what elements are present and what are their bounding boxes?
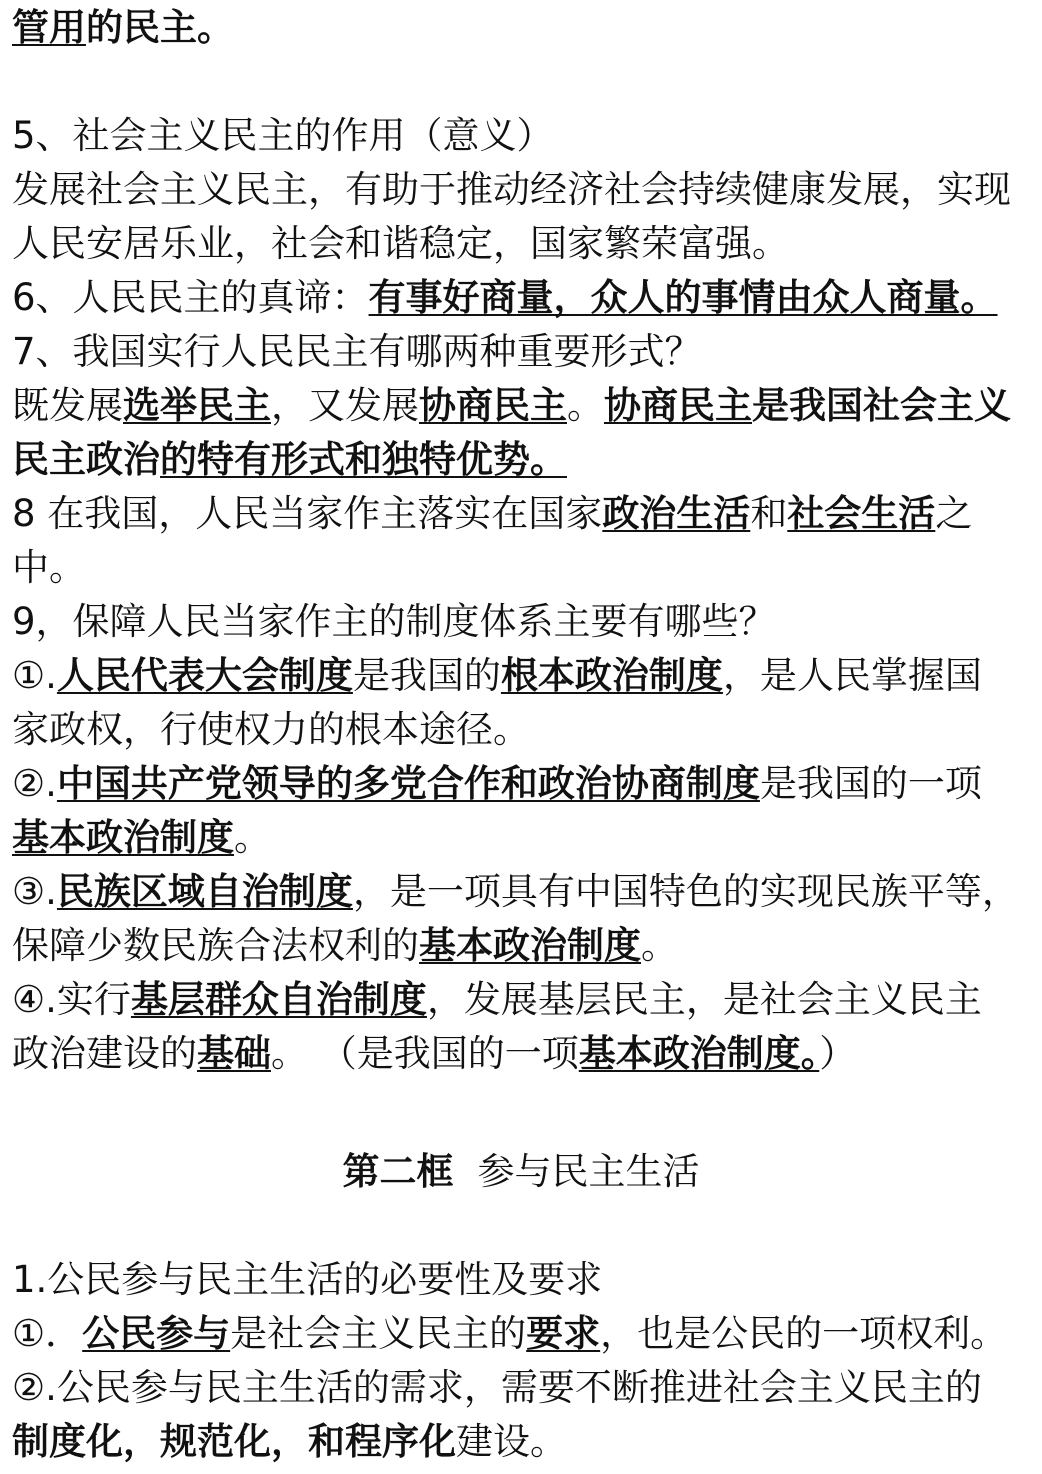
text-segment: 家政权，行使权力的根本途径。 (12, 708, 530, 751)
text-segment: 是我国的一项 (759, 762, 982, 805)
text-line (12, 276, 998, 320)
text-segment: ，发展基层民主，是社会主义民主 (426, 978, 982, 1021)
text-segment: 保障少数民族合法权利的 (12, 924, 419, 967)
text-segment: ②.公民参与民主生活的需求，需要不断推进社会主义民主的 (12, 1366, 982, 1409)
underlined-key-term: 基本政治制度。 (578, 1032, 820, 1075)
text-line (12, 924, 678, 968)
text-segment: 之 (935, 492, 973, 535)
text-line (12, 1312, 1007, 1356)
underlined-key-term: 有事好商量，众人的事情由众人商量。 (368, 276, 998, 319)
bold-text: 民主政治 (12, 438, 160, 481)
text-line (12, 816, 271, 860)
text-segment: ） (819, 1032, 857, 1075)
text-line (12, 762, 982, 806)
text-segment: 。 (234, 816, 271, 859)
underlined-key-term: 要求 (526, 1312, 601, 1355)
bold-text: 的民主。 (86, 6, 234, 49)
text-segment: 既发展 (12, 384, 123, 427)
text-line (12, 1258, 602, 1302)
underlined-key-term: 基层群众自治制度 (130, 978, 427, 1021)
text-line (12, 978, 982, 1022)
bold-text: 是我国社会主义 (752, 384, 1011, 427)
underlined-key-term: 管用 (12, 6, 86, 49)
text-segment: ，又发展 (271, 384, 419, 427)
text-line (12, 1366, 982, 1410)
underlined-key-term: 基本政治制度 (419, 924, 641, 967)
text-line (12, 870, 1019, 914)
text-line (12, 330, 702, 374)
text-segment: ③. (12, 870, 57, 913)
text-segment: 和 (750, 492, 788, 535)
text-segment: 9，保障人民当家作主的制度体系主要有哪些？ (12, 600, 776, 643)
text-segment: 发展社会主义民主，有助于推动经济社会持续健康发展，实现 (12, 168, 1011, 211)
underlined-key-term: 协商民主 (604, 384, 752, 427)
text-line (12, 546, 86, 590)
text-line (12, 1032, 856, 1076)
text-line (12, 114, 554, 158)
bold-text: 制度化，规范化，和程序化 (12, 1420, 456, 1463)
section-heading (0, 1150, 1042, 1194)
text-line (12, 384, 1011, 428)
underlined-key-term: 公民参与 (82, 1312, 231, 1355)
text-segment: 人民安居乐业，社会和谐稳定，国家繁荣富强。 (12, 222, 789, 265)
text-segment: ①. (12, 654, 57, 697)
underlined-key-term: 社会生活 (787, 492, 936, 535)
text-segment: 5、社会主义民主的作用（意义） (12, 114, 554, 157)
underlined-key-term: 基本政治制度 (12, 816, 234, 859)
text-segment: 6、人民民主的真谛： (12, 276, 369, 319)
text-segment: 7、我国实行人民民主有哪两种重要形式？ (12, 330, 702, 373)
text-segment: 。 （是我国的一项 (271, 1032, 579, 1075)
text-line (12, 1420, 567, 1464)
text-line (12, 708, 530, 752)
text-line (12, 168, 1011, 212)
text-segment: 是社会主义民主的 (230, 1312, 527, 1355)
text-segment: ①． (12, 1312, 83, 1355)
text-segment: ②. (12, 762, 57, 805)
text-segment: ④.实行 (12, 978, 131, 1021)
underlined-key-term: 中国共产党领导的多党合作和政治协商制度 (56, 762, 760, 805)
underlined-key-term: 协商民主 (419, 384, 567, 427)
text-line (12, 492, 972, 536)
text-segment: 。 (567, 384, 604, 427)
text-line (12, 654, 982, 698)
text-segment: ，也是公民的一项权利。 (600, 1312, 1008, 1355)
text-segment: ，是人民掌握国 (722, 654, 982, 697)
text-segment: 政治建设的 (12, 1032, 197, 1075)
text-segment: ，是一项具有中国特色的实现民族平等， (352, 870, 1019, 913)
underlined-key-term: 民族区域自治制度 (56, 870, 353, 913)
underlined-key-term: 选举民主 (123, 384, 271, 427)
text-line (12, 600, 776, 644)
text-segment: 8 在我国，人民当家作主落实在国家 (12, 492, 603, 535)
text-segment: 中。 (12, 546, 86, 589)
text-segment: 。 (641, 924, 678, 967)
section-title: 第二框 (342, 1150, 454, 1193)
text-segment: 1.公民参与民主生活的必要性及要求 (12, 1258, 603, 1301)
underlined-key-term: 根本政治制度 (500, 654, 723, 697)
text-line (12, 438, 567, 482)
text-line (12, 222, 789, 266)
text-segment: 建设。 (456, 1420, 567, 1463)
underlined-key-term: 政治生活 (602, 492, 751, 535)
underlined-key-term: 基础 (197, 1032, 271, 1075)
underlined-key-term: 人民代表大会制度 (56, 654, 353, 697)
section-subtitle: 参与民主生活 (477, 1150, 700, 1193)
text-line (12, 6, 234, 50)
underlined-key-term: 的特有形式和独特优势。 (160, 438, 567, 481)
text-segment: 是我国的 (352, 654, 501, 697)
